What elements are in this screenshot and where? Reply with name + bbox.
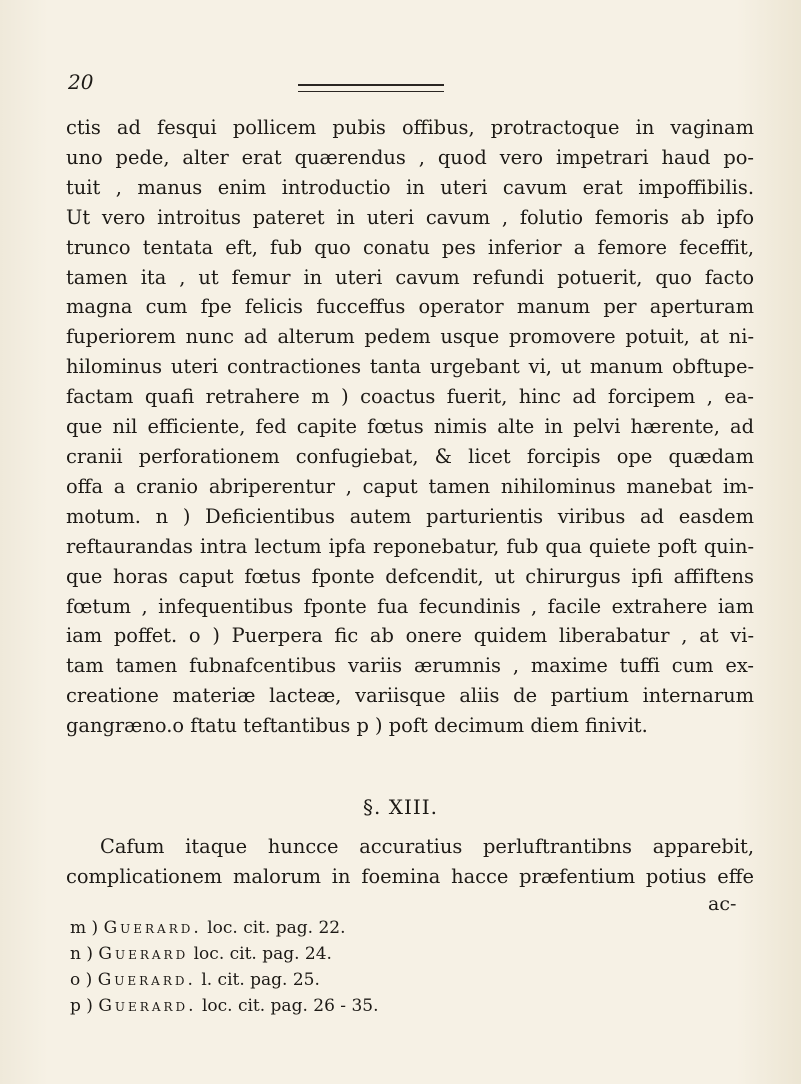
- text-line: reftaurandas intra lectum ipfa reponebatur, fub qua quiete poft quin-: [66, 534, 754, 558]
- text-line: creatione materiæ lacteæ, variisque aliis de partium internarum: [66, 684, 754, 708]
- section-heading: §. XIII.: [362, 795, 438, 819]
- text-line: fœtum , infequentibus fponte fua fecundinis , facile extrahere iam: [66, 594, 754, 618]
- footnote: [70, 993, 570, 1019]
- text-line: ctis ad fesqui pollicem pubis offibus, protractoque in vaginam: [66, 116, 754, 139]
- text-line: offa a cranio abriperentur , caput tamen nihilominus manebat im-: [66, 474, 754, 498]
- footnote-author: Guerard.: [103, 918, 202, 938]
- footnote: [70, 941, 570, 967]
- text-line: hilominus uteri contractiones tanta urgebant vi, ut manum obftupe-: [66, 355, 754, 379]
- main-paragraph: [66, 113, 754, 741]
- text-line: cranii perforationem confugiebat, & licet forcipis ope quædam: [66, 444, 754, 468]
- footnotes: [70, 915, 570, 1019]
- text-line: tamen ita , ut femur in uteri cavum refundi potuerit, quo facto: [66, 265, 754, 289]
- text-line: Ut vero introitus pateret in uteri cavum , folutio femoris ab ipfo: [66, 205, 754, 229]
- text-line: motum. n ) Deficientibus autem parturientis viribus ad easdem: [66, 504, 754, 528]
- footnote-reference: loc. cit. pag. 22.: [207, 918, 346, 938]
- page-number: 20: [68, 70, 94, 94]
- text-line: uno pede, alter erat quærendus , quod vero impetrari haud po-: [66, 145, 754, 169]
- footnote: [70, 915, 570, 941]
- text-line: Cafum itaque huncce accuratius perluftrantibns apparebit,: [100, 835, 754, 858]
- footnote-author: Guerard: [98, 944, 189, 964]
- text-line: que nil efficiente, fed capite fœtus nimis alte in pelvi hærente, ad: [66, 415, 754, 439]
- footnote-mark: p ): [70, 996, 93, 1016]
- text-line: magna cum fpe felicis fucceffus operator manum per aperturam: [66, 295, 754, 319]
- text-line: tam tamen fubnafcentibus variis ærumnis , maxime tuffi cum ex-: [66, 654, 754, 678]
- footnote-reference: l. cit. pag. 25.: [201, 970, 320, 990]
- text-line: fuperiorem nunc ad alterum pedem usque promovere potuit, at ni-: [66, 325, 754, 349]
- text-line-last: gangræno.o ftatu teftantibus p ) poft decimum diem finivit.: [66, 714, 648, 738]
- second-paragraph: [66, 832, 754, 892]
- footnote-mark: n ): [70, 944, 93, 964]
- footnote: [70, 967, 570, 993]
- footnote-reference: loc. cit. pag. 24.: [193, 944, 332, 964]
- text-line: trunco tentata eft, fub quo conatu pes inferior a femore feceffit,: [66, 235, 754, 259]
- catchword: ac-: [708, 893, 737, 915]
- text-line: factam quafi retrahere m ) coactus fuerit, hinc ad forcipem , ea-: [66, 385, 754, 409]
- text-line: tuit , manus enim introductio in uteri cavum erat impoffibilis.: [66, 175, 754, 199]
- footnote-mark: m ): [70, 918, 99, 938]
- text-line: iam poffet. o ) Puerpera fic ab onere quidem liberabatur , at vi-: [66, 624, 754, 648]
- footnote-mark: o ): [70, 970, 93, 990]
- text-line: complicationem malorum in foemina hacce præfentium potius effe: [66, 864, 754, 888]
- footnote-author: Guerard.: [97, 970, 196, 990]
- footnote-reference: loc. cit. pag. 26 - 35.: [201, 996, 379, 1016]
- header-rule: [298, 84, 444, 92]
- text-line: que horas caput fœtus fponte defcendit, ut chirurgus ipfi affiftens: [66, 564, 754, 588]
- footnote-author: Guerard.: [98, 996, 197, 1016]
